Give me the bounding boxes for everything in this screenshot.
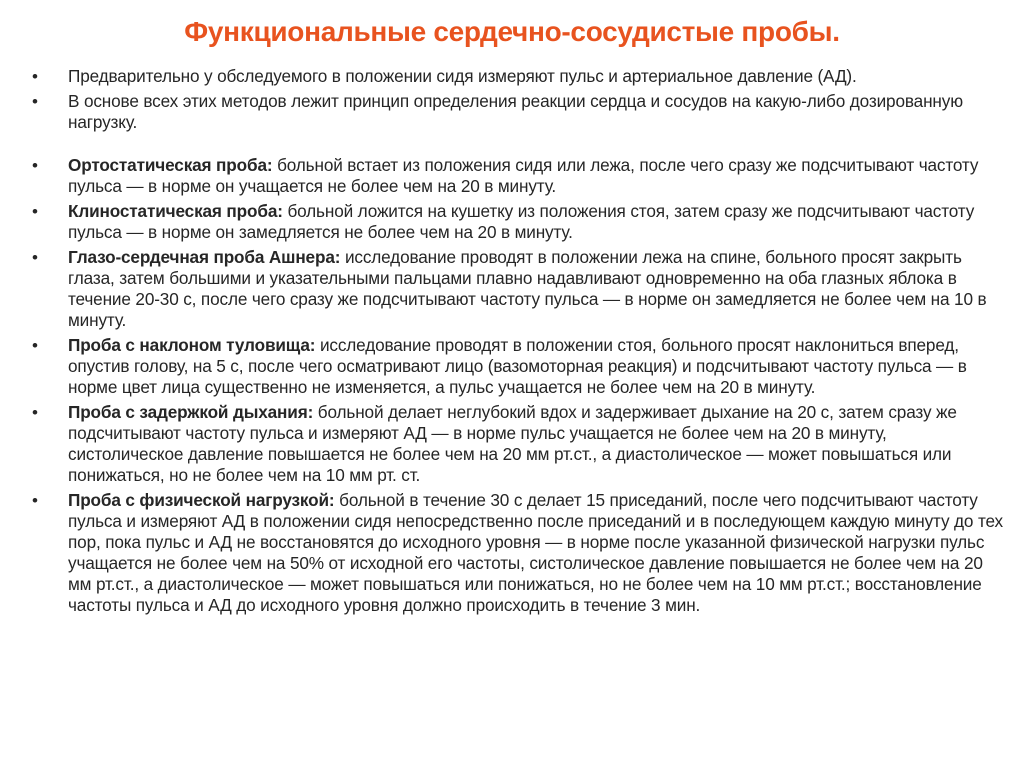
bullet-icon: •	[32, 491, 38, 510]
list-item	[30, 66, 1006, 87]
item-lead: Проба с задержкой дыхания:	[68, 402, 314, 422]
bullet-icon: •	[32, 156, 38, 175]
bullet-icon: •	[32, 202, 38, 221]
item-text: Предварительно у обследуемого в положении сидя измеряют пульс и артериальное давление (АД).	[68, 66, 857, 86]
bullet-icon: •	[32, 67, 38, 86]
list-item	[30, 490, 1006, 616]
item-text: больной ложится на кушетку из положения стоя, затем сразу же подсчитывают частоту пульса — в норме он замедляется не более чем на 20 в минуту.	[68, 201, 975, 242]
list-item	[30, 91, 1006, 133]
item-lead: Глазо-сердечная проба Ашнера:	[68, 247, 341, 267]
bullet-icon: •	[32, 403, 38, 422]
bullet-icon: •	[32, 248, 38, 267]
bullet-icon: •	[32, 336, 38, 355]
slide-title: Функциональные сердечно-сосудистые пробы.	[184, 16, 840, 47]
item-lead: Ортостатическая проба:	[68, 155, 273, 175]
list-item	[30, 335, 1006, 398]
item-text: больной встает из положения сидя или лежа, после чего сразу же подсчитывают частоту пульса — в норме он учащается не более чем на 20 в минуту.	[68, 155, 979, 196]
list-item	[30, 155, 1006, 197]
item-text: больной в течение 30 с делает 15 приседаний, после чего подсчитывают частоту пульса и измеряют АД в положении сидя непосредственно после приседаний и в последующем каждую минуту до тех пор, пока пульс и АД не восстановятся до исходного уровня — в норме после указанной физической нагрузки пульс учащается не более чем на 50% от исходной его частоты, систолическое давление повышается не более чем на 20 мм рт.ст., а диастолическое — может повышаться или понижаться, но не более чем на 10 мм рт.ст.; восстановление частоты пульса и АД до исходного уровня должно происходить в течение 3 мин.	[68, 490, 1003, 615]
item-lead: Клиностатическая проба:	[68, 201, 283, 221]
item-text: В основе всех этих методов лежит принцип определения реакции сердца и сосудов на какую-либо дозированную нагрузку.	[68, 91, 963, 132]
bullet-icon: •	[32, 92, 38, 111]
item-lead: Проба с физической нагрузкой:	[68, 490, 335, 510]
item-lead: Проба с наклоном туловища:	[68, 335, 316, 355]
list-item	[30, 201, 1006, 243]
list-item	[30, 247, 1006, 331]
list-item	[30, 402, 1006, 486]
item-text: больной делает неглубокий вдох и задерживает дыхание на 20 с, затем сразу же подсчитывают частоту пульса и измеряют АД — в норме пульс учащается не более чем на 20 в минуту, систолическое давление повышается не более чем на 20 мм рт.ст., а диастолическое — может повышаться или понижаться, но не более чем на 10 мм рт. ст.	[68, 402, 957, 485]
item-text: исследование проводят в положении стоя, больного просят наклониться вперед, опустив голову, на 5 с, после чего осматривают лицо (вазомоторная реакция) и подсчитывают частоту пульса — в норме цвет лица существенно не изменяется, а пульс учащается не более чем на 20 в минуту.	[68, 335, 967, 397]
item-text: исследование проводят в положении лежа на спине, больного просят закрыть глаза, затем большими и указательными пальцами плавно надавливают одновременно на оба глазных яблока в течение 20-30 с, после чего сразу же подсчитывают частоту пульса — в норме он замедляется не более чем на 10 в минуту.	[68, 247, 987, 330]
bullet-list	[30, 66, 1006, 620]
